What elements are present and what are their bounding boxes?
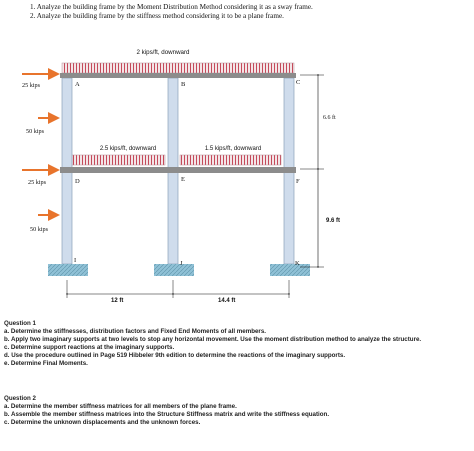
question-2	[4, 395, 470, 427]
node-label-e: E	[181, 176, 185, 183]
node-label-a: A	[75, 81, 80, 88]
floor-load-right	[180, 146, 281, 165]
node-label-i: I	[74, 257, 77, 264]
question-1-item-a: a. Determine the stiffnesses, distribution factors and Fixed End Moments of all members.	[4, 327, 266, 335]
intro-item-2: 2. Analyze the building frame by the stiffness method considering it to be a plane frame.	[30, 12, 284, 20]
question-1-item-e: e. Determine Final Moments.	[4, 359, 88, 367]
roof-load-label: 2 kips/ft, downward	[136, 49, 190, 56]
node-label-k: K	[295, 260, 300, 267]
node-label-c: C	[296, 79, 301, 86]
question-1-heading: Question 1	[4, 320, 36, 327]
question-1-item-b: b. Apply two imaginary supports at two levels to stop any horizontal movement. Use the moment distribution method to analyze the structure.	[4, 335, 422, 343]
supports	[48, 264, 310, 276]
floor-load-left	[72, 146, 165, 165]
floor-beam	[60, 167, 296, 173]
lateral-loads	[22, 74, 58, 233]
support-middle	[154, 264, 194, 276]
lateral-load-label-4: 50 kips	[30, 226, 49, 233]
vertical-dimensions	[300, 75, 340, 267]
lateral-load-label-1: 25 kips	[22, 82, 41, 89]
question-2-item-a: a. Determine the member stiffness matrices for all members of the plane frame.	[4, 402, 237, 410]
intro-item-1: 1. Analyze the building frame by the Moment Distribution Method considering it as a sway frame.	[30, 3, 313, 11]
question-1	[4, 320, 470, 367]
floor-load-left-label: 2.5 kips/ft, downward	[99, 146, 157, 152]
question-1-item-c: c. Determine support reactions at the imaginary supports.	[4, 343, 175, 351]
support-right	[270, 264, 310, 276]
question-2-heading: Question 2	[4, 395, 36, 402]
question-2-item-b: b. Assemble the member stiffness matrices into the Structure Stiffness matrix and write the stiffness equation.	[4, 410, 330, 418]
dimension-span-right: 14.4 ft	[218, 298, 236, 304]
roof-load	[62, 49, 294, 73]
lateral-load-label-3: 25 kips	[28, 179, 47, 186]
horizontal-dimensions	[67, 280, 289, 304]
floor-load-right-label: 1.5 kips/ft, downward	[204, 146, 262, 152]
node-label-d: D	[75, 178, 80, 185]
node-label-f: F	[296, 178, 300, 185]
lateral-load-label-2: 50 kips	[26, 128, 45, 135]
dimension-height-bottom: 9.6 ft	[326, 218, 341, 224]
node-label-b: B	[181, 81, 186, 88]
support-left	[48, 264, 88, 276]
question-2-item-c: c. Determine the unknown displacements and the unknown forces.	[4, 418, 201, 426]
roof-beam	[60, 73, 296, 78]
dimension-height-top: 6.6 ft	[323, 115, 336, 121]
question-1-item-d: d. Use the procedure outlined in Page 519 Hibbeler 9th edition to determine the reactions of the imaginary supports.	[4, 351, 346, 359]
node-label-j: J	[180, 260, 183, 267]
dimension-span-left: 12 ft	[111, 298, 124, 304]
